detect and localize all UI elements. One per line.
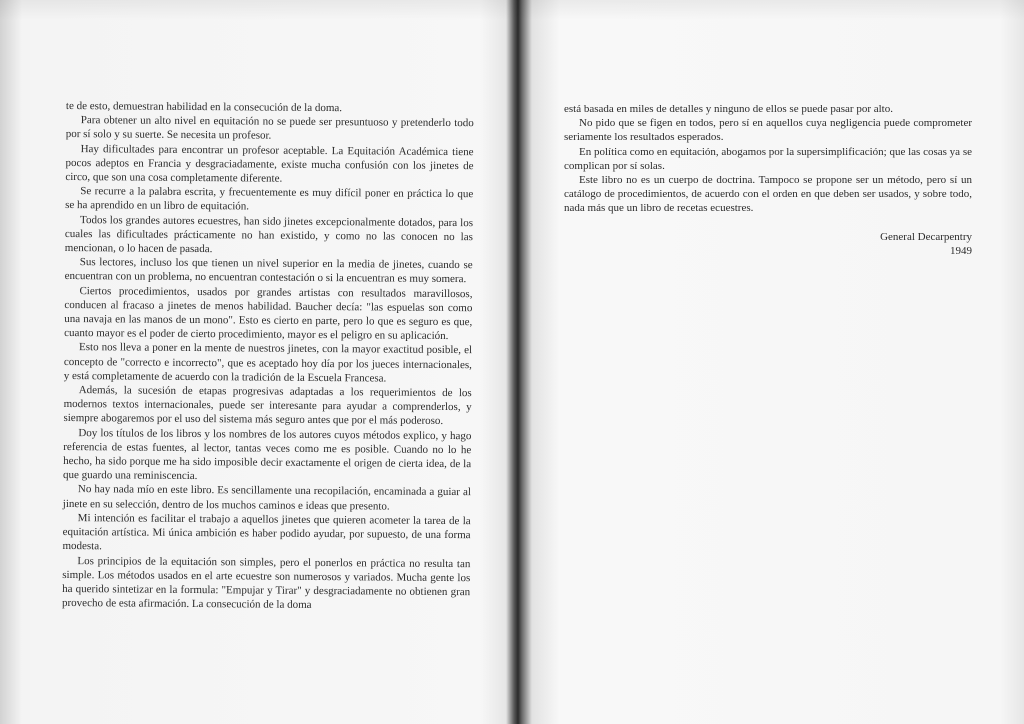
left-paragraph-9: Además, la sucesión de etapas progresivas adaptadas a los requerimientos de los modernos textos internacionales, puede ser interesante para ayudar a comprenderlos, y siempre abogaremos por el uso del sistema más seguro antes que por el más poderoso. [63, 384, 472, 428]
left-paragraph-3: Hay dificultades para encontrar un profesor aceptable. La Equitación Académica tiene pocos adeptos en Francia y desgraciadamente, existe mucha confusión con los jinetes de circo, que son una cosa completamente diferente. [65, 142, 474, 185]
signature-name: General Decarpentry [880, 230, 972, 243]
right-paragraph-2: No pido que se figen en todos, pero sí en aquellos cuya negligencia puede comprometer seriamente los resultados esperados. [564, 117, 972, 144]
left-paragraph-7: Ciertos procedimientos, usados por grandes artistas con resultados maravillosos, conducen al fracaso a jinetes de menos habilidad. Baucher decía: "las espuelas son como una navaja en las manos de un mono". Esto es cierto en parte, pero lo que es seguro es que, cuanto mayor es el poder de cierto procedimiento, mayor es el peligro en su aplicación. [64, 284, 473, 343]
right-paragraph-4: Este libro no es un cuerpo de doctrina. Tampoco se propone ser un método, pero sí un catálogo de procedimientos, de acuerdo con el orden en que deben ser usados, y sobre todo, nada más que un libro de recetas ecuestres. [564, 174, 972, 215]
signature-year: 1949 [950, 244, 972, 257]
right-page [522, 0, 1024, 724]
left-paragraph-6: Sus lectores, incluso los que tienen un nivel superior en la media de jinetes, cuando se encuentran con un problema, no encuentran contestación o si la encuentran es muy somera. [64, 256, 473, 286]
left-paragraph-5: Todos los grandes autores ecuestres, han sido jinetes excepcionalmente dotados, para los cuales las dificultades prácticamente no han existido, y como no las conocen no las mencionan, o lo hacen de pasada. [64, 213, 474, 256]
left-paragraph-1: te de esto, demuestran habilidad en la consecución de la doma. [65, 99, 343, 115]
left-paragraph-11: No hay nada mío en este libro. Es sencillamente una recopilación, encaminada a guiar al jinete en su selección, dentro de los muchos caminos e ideas que presento. [62, 483, 471, 513]
left-paragraph-4: Se recurre a la palabra escrita, y frecuentemente es muy difícil poner en práctica lo que se ha aprendido en un libro de equitación. [65, 185, 474, 213]
right-paragraph-1: está basada en miles de detalles y ninguno de ellos se puede pasar por alto. [564, 103, 893, 115]
right-paragraph-3: En política como en equitación, abogamos por la supersimplificación; que las cosas ya se complican por sí solas. [564, 145, 972, 172]
left-paragraph-8: Esto nos lleva a poner en la mente de nuestros jinetes, con la mayor exactitud posible, el concepto de "correcto e incorrecto", que es aceptado hoy día por los jueces internacionales, y está completamente de acuerdo con la tradición de la Escuela Francesa. [63, 341, 473, 385]
left-paragraph-10: Doy los títulos de los libros y los nombres de los autores cuyos métodos explico, y hago referencia de estas fuentes, al lector, tantas veces como me es posible. Cuando no lo he hecho, ha sido porque me ha sido imposible decir exactamente el origen de cierta idea, de la que guardo una reminiscencia. [62, 426, 472, 483]
left-paragraph-2: Para obtener un alto nivel en equitación no se puede ser presuntuoso y pretenderlo todo por sí solo y su suerte. Se necesita un profesor. [65, 114, 474, 143]
left-paragraph-13: Los principios de la equitación son simples, pero el ponerlos en práctica no resulta tan simple. Los métodos usados en el arte ecuestre son numerosos y variados. Mucha gente los ha querido sintetizar en la formula: "Empujar y Tirar" y desgraciadamente no obtienen gran provecho de esta afirmación. La consecución de la doma [61, 554, 471, 612]
left-page-text [62, 99, 474, 614]
left-paragraph-12: Mi intención es facilitar el trabajo a aquellos jinetes que quieren acometer la tarea de la equitación artística. Mi única ambición es haber podido ayudar, por supuesto, de una forma modesta. [62, 511, 471, 553]
right-page-text [564, 102, 972, 258]
